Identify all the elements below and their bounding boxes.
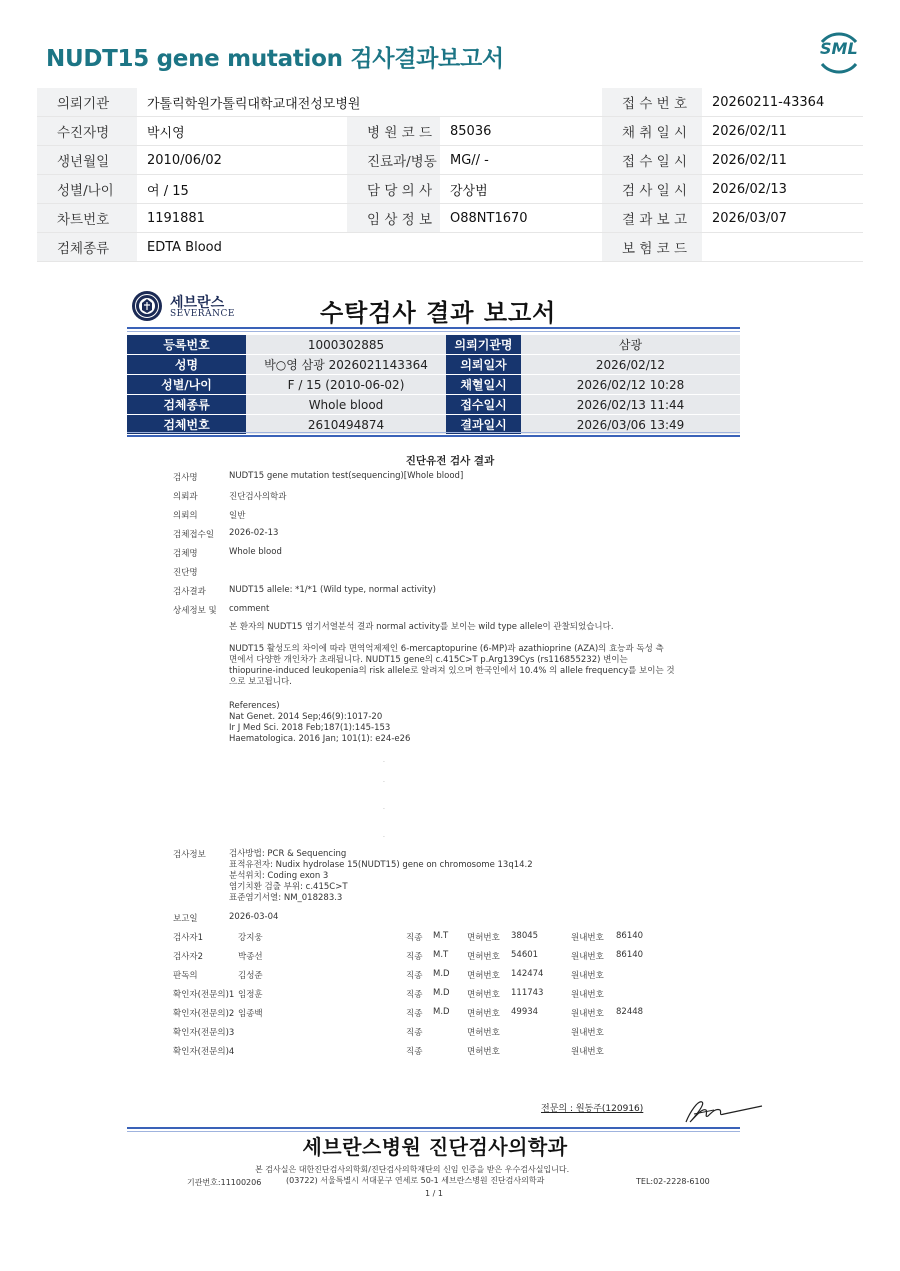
info-value: 박시영 <box>137 117 347 146</box>
result-field-label: 진단명 <box>173 568 198 578</box>
severance-info-row <box>127 335 740 355</box>
staff-lic: 142474 <box>511 969 544 979</box>
severance-info-label: 등록번호 <box>127 335 246 355</box>
references <box>229 701 689 745</box>
info-label: 의뢰기관 <box>37 88 137 117</box>
staff-in-label: 원내번호 <box>571 971 604 981</box>
severance-info-value: 2026/02/12 10:28 <box>521 375 740 395</box>
info-value: 여 / 15 <box>137 175 347 204</box>
divider-line <box>127 435 740 437</box>
info-value: 2026/03/07 <box>702 204 863 233</box>
severance-logo <box>131 290 235 326</box>
info-label: 차트번호 <box>37 204 137 233</box>
staff-lic-label: 면허번호 <box>467 971 500 981</box>
info-value: O88NT1670 <box>440 204 602 233</box>
info-row <box>37 146 863 175</box>
staff-lic: 38045 <box>511 931 539 941</box>
result-field-value: 진단검사의학과 <box>229 492 287 502</box>
staff-job-label: 직종 <box>406 1009 423 1019</box>
staff-role: 판독의 <box>173 971 198 981</box>
severance-info-label: 접수일시 <box>446 395 521 415</box>
staff-name: 김성준 <box>238 971 263 981</box>
info-value: 2010/06/02 <box>137 146 347 175</box>
footer-institution-no: 기관번호:11100206 <box>187 1178 262 1187</box>
comment-line: thiopurine-induced leukopenia의 risk allele로 알려져 있으며 한국인에서 10.4% 의 allele frequency를 보이는 것 <box>229 666 675 676</box>
staff-lic: 49934 <box>511 1007 539 1017</box>
spacer-dot: . <box>383 832 385 839</box>
staff-job-label: 직종 <box>406 933 423 943</box>
result-field-label: 의뢰과 <box>173 492 198 502</box>
reference-line: Nat Genet. 2014 Sep;46(9):1017-20 <box>229 712 383 722</box>
info-value <box>347 233 440 262</box>
spacer-dot: . <box>383 757 385 764</box>
severance-info-value: 삼광 <box>521 335 740 355</box>
severance-info-label: 결과일시 <box>446 415 521 435</box>
staff-in-label: 원내번호 <box>571 1028 604 1038</box>
staff-lic-label: 면허번호 <box>467 1009 500 1019</box>
result-field-value: comment <box>229 604 270 614</box>
staff-job-label: 직종 <box>406 1028 423 1038</box>
reference-line: References) <box>229 701 280 711</box>
test-info-line: 검사방법: PCR & Sequencing <box>229 849 347 859</box>
department-title: 세브란스병원 진단검사의학과 <box>302 1135 568 1159</box>
info-label: 성별/나이 <box>37 175 137 204</box>
result-field-value: 일반 <box>229 511 246 521</box>
result-field-label: 상세정보 및 <box>173 606 217 616</box>
severance-info-label: 의뢰일자 <box>446 355 521 375</box>
severance-info-label: 성별/나이 <box>127 375 246 395</box>
reference-line: Haematologica. 2016 Jan; 101(1): e24-e26 <box>229 734 411 744</box>
severance-info-value: 박○영 삼광 2026021143364 <box>246 355 446 375</box>
severance-info-value: F / 15 (2010-06-02) <box>246 375 446 395</box>
severance-logo-name: 세브란스 <box>170 295 225 311</box>
info-value: 가톨릭학원가톨릭대학교대전성모병원 <box>137 88 347 117</box>
severance-info-value: 2026/02/12 <box>521 355 740 375</box>
info-label: 채 취 일 시 <box>602 117 702 146</box>
staff-lic: 54601 <box>511 950 539 960</box>
spacer-dot: . <box>383 777 385 784</box>
severance-info-row <box>127 395 740 415</box>
divider-line <box>127 1127 740 1129</box>
info-row <box>37 117 863 146</box>
test-info-line: 표적유전자: Nudix hydrolase 15(NUDT15) gene on chromosome 13q14.2 <box>229 860 533 870</box>
result-field-label: 검사명 <box>173 473 198 483</box>
staff-lic-label: 면허번호 <box>467 990 500 1000</box>
info-value: 2026/02/11 <box>702 117 863 146</box>
staff-role: 확인자(전문의)2 <box>173 1009 235 1019</box>
staff-role: 확인자(전문의)4 <box>173 1047 235 1057</box>
info-label: 담 당 의 사 <box>347 175 440 204</box>
info-row <box>37 88 863 117</box>
result-field-label: 검체접수일 <box>173 530 215 540</box>
patient-info-table <box>37 88 863 262</box>
staff-role: 확인자(전문의)3 <box>173 1028 235 1038</box>
report-date-label: 보고일 <box>173 914 198 924</box>
footer-certification: 본 검사실은 대한진단검사의학회/진단검사의학재단의 신임 인증을 받은 우수검사실입니다. <box>255 1165 570 1174</box>
test-info <box>229 849 689 904</box>
sml-logo-text: SML <box>820 39 858 58</box>
result-field-value: Whole blood <box>229 547 282 557</box>
staff-name: 강지웅 <box>238 933 263 943</box>
info-label: 검 사 일 시 <box>602 175 702 204</box>
divider-line <box>127 331 740 332</box>
info-value <box>702 233 863 262</box>
staff-in-label: 원내번호 <box>571 1047 604 1057</box>
staff-in-label: 원내번호 <box>571 952 604 962</box>
severance-info-label: 채혈일시 <box>446 375 521 395</box>
staff-in-label: 원내번호 <box>571 1009 604 1019</box>
info-row <box>37 233 863 262</box>
info-label: 진료과/병동 <box>347 146 440 175</box>
staff-job: M.T <box>433 931 449 941</box>
result-field-value: NUDT15 gene mutation test(sequencing)[Whole blood] <box>229 471 464 481</box>
staff-role: 검사자2 <box>173 952 204 962</box>
severance-info-label: 검체번호 <box>127 415 246 435</box>
info-value: 20260211-43364 <box>702 88 863 117</box>
severance-info-label: 의뢰기관명 <box>446 335 521 355</box>
result-field-value: 2026-02-13 <box>229 528 279 538</box>
info-label: 생년월일 <box>37 146 137 175</box>
staff-role: 확인자(전문의)1 <box>173 990 235 1000</box>
severance-info-value: Whole blood <box>246 395 446 415</box>
test-info-label: 검사정보 <box>173 850 206 860</box>
staff-lic-label: 면허번호 <box>467 933 500 943</box>
staff-job: M.T <box>433 950 449 960</box>
info-value: 2026/02/11 <box>702 146 863 175</box>
info-label: 병 원 코 드 <box>347 117 440 146</box>
staff-job: M.D <box>433 969 450 979</box>
info-label: 접 수 일 시 <box>602 146 702 175</box>
staff-name: 임정훈 <box>238 990 263 1000</box>
report-title: NUDT15 gene mutation 검사결과보고서 <box>46 46 504 72</box>
staff-name: 임종백 <box>238 1009 263 1019</box>
severance-info-table <box>127 335 740 435</box>
info-value: 강상범 <box>440 175 602 204</box>
severance-info-value: 1000302885 <box>246 335 446 355</box>
severance-report-title: 수탁검사 결과 보고서 <box>320 299 557 327</box>
comment-line: 면에서 다양한 개인차가 초래됩니다. NUDT15 gene의 c.415C>T p.Arg139Cys (rs116855232) 변이는 <box>229 655 628 665</box>
severance-info-value: 2026/02/13 11:44 <box>521 395 740 415</box>
staff-role: 검사자1 <box>173 933 204 943</box>
comment-summary <box>229 622 689 633</box>
staff-job: M.D <box>433 1007 450 1017</box>
footer-address: (03722) 서울특별시 서대문구 연세로 50-1 세브란스병원 진단검사의학과 <box>286 1176 545 1185</box>
info-value: MG// - <box>440 146 602 175</box>
severance-seal-icon <box>131 290 163 322</box>
result-field-label: 검사결과 <box>173 587 206 597</box>
divider-line <box>127 327 740 329</box>
staff-job-label: 직종 <box>406 952 423 962</box>
info-value <box>440 233 602 262</box>
reference-line: Ir J Med Sci. 2018 Feb;187(1):145-153 <box>229 723 391 733</box>
footer-tel: TEL:02-2228-6100 <box>636 1177 710 1186</box>
result-field-value: NUDT15 allele: *1/*1 (Wild type, normal activity) <box>229 585 436 595</box>
sml-logo <box>812 28 866 78</box>
staff-job-label: 직종 <box>406 971 423 981</box>
section-title: 진단유전 검사 결과 <box>405 455 495 467</box>
result-field-label: 검체명 <box>173 549 198 559</box>
info-value: 2026/02/13 <box>702 175 863 204</box>
info-value: EDTA Blood <box>137 233 347 262</box>
comment-line: 본 환자의 NUDT15 염기서열분석 결과 normal activity를 보이는 wild type allele이 관찰되었습니다. <box>229 622 614 632</box>
signature-icon <box>680 1094 766 1128</box>
severance-info-value: 2610494874 <box>246 415 446 435</box>
staff-lic-label: 면허번호 <box>467 1047 500 1057</box>
info-label: 접 수 번 호 <box>602 88 702 117</box>
staff-job-label: 직종 <box>406 990 423 1000</box>
spacer-dot: . <box>383 804 385 811</box>
severance-info-row <box>127 375 740 395</box>
info-label: 결 과 보 고 <box>602 204 702 233</box>
test-info-line: 염기치환 검출 부위: c.415C>T <box>229 882 348 892</box>
comment-detail <box>229 644 689 688</box>
info-row <box>37 175 863 204</box>
info-label: 보 험 코 드 <box>602 233 702 262</box>
divider-line <box>127 432 740 433</box>
severance-logo-eng: SEVERANCE <box>170 309 235 319</box>
comment-line: 으로 보고됩니다. <box>229 677 292 687</box>
staff-lic-label: 면허번호 <box>467 952 500 962</box>
page-number: 1 / 1 <box>425 1189 443 1198</box>
staff-lic-label: 면허번호 <box>467 1028 500 1038</box>
report-date: 2026-03-04 <box>229 912 279 922</box>
staff-in: 86140 <box>616 950 644 960</box>
staff-in-label: 원내번호 <box>571 990 604 1000</box>
staff-in-label: 원내번호 <box>571 933 604 943</box>
staff-lic: 111743 <box>511 988 544 998</box>
info-value: 1191881 <box>137 204 347 233</box>
info-label: 검체종류 <box>37 233 137 262</box>
staff-in: 82448 <box>616 1007 644 1017</box>
specialist-contact: 전문의 : 원동주(120916) <box>541 1104 644 1114</box>
severance-info-row <box>127 355 740 375</box>
severance-info-label: 성명 <box>127 355 246 375</box>
info-label: 임 상 정 보 <box>347 204 440 233</box>
staff-name: 박종선 <box>238 952 263 962</box>
info-label: 수진자명 <box>37 117 137 146</box>
test-info-line: 표준염기서열: NM_018283.3 <box>229 893 343 903</box>
info-row <box>37 204 863 233</box>
severance-info-value: 2026/03/06 13:49 <box>521 415 740 435</box>
test-info-line: 분석위치: Coding exon 3 <box>229 871 329 881</box>
severance-info-label: 검체종류 <box>127 395 246 415</box>
info-value: 85036 <box>440 117 602 146</box>
result-field-label: 의뢰의 <box>173 511 198 521</box>
staff-in: 86140 <box>616 931 644 941</box>
staff-job: M.D <box>433 988 450 998</box>
staff-job-label: 직종 <box>406 1047 423 1057</box>
info-value <box>440 88 602 117</box>
comment-line: NUDT15 활성도의 차이에 따라 면역억제제인 6-mercaptopurine (6-MP)과 azathioprine (AZA)의 효능과 독성 측 <box>229 644 664 654</box>
